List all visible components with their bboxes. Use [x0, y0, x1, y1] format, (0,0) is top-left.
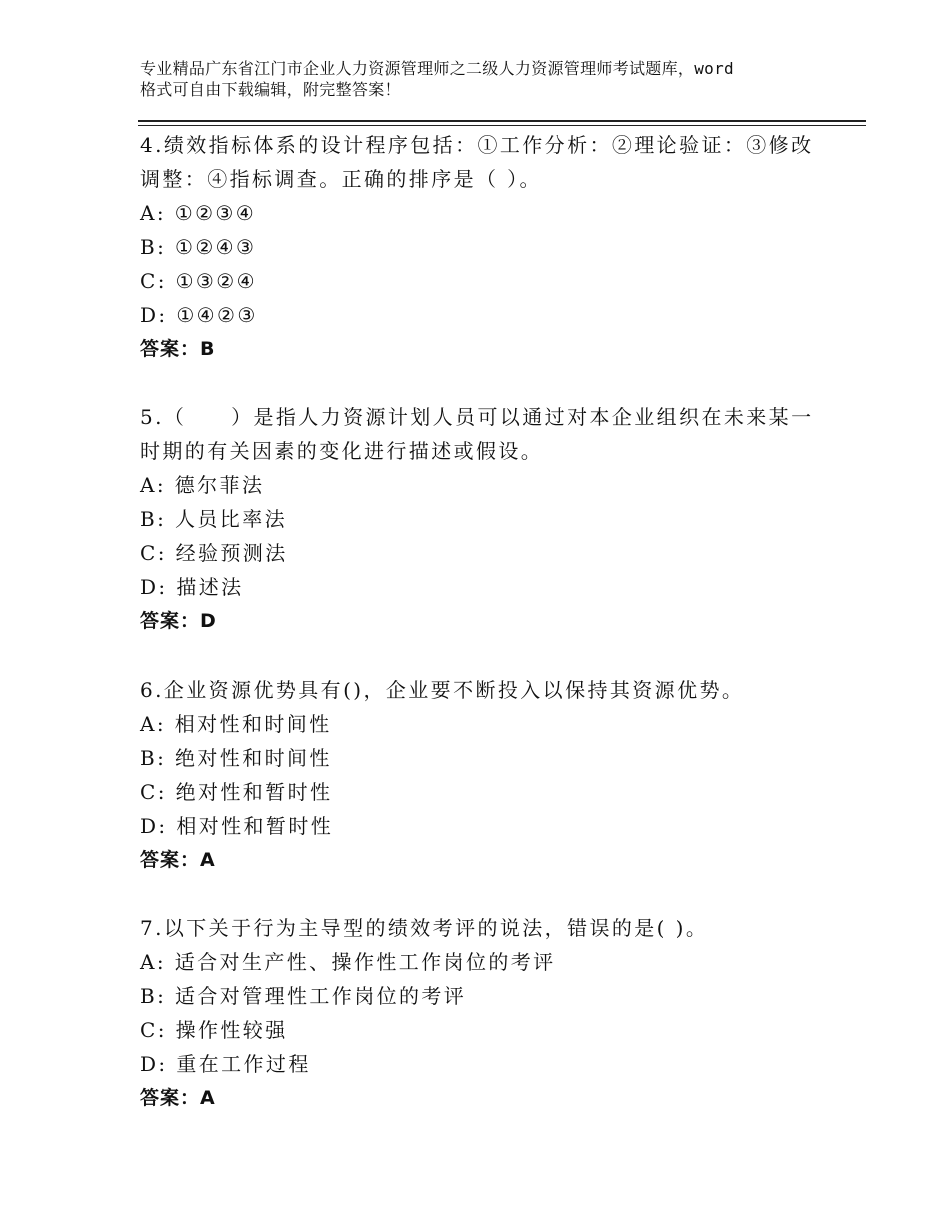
question-5 [140, 400, 820, 638]
question-4 [140, 128, 820, 366]
question-stem: 7.以下关于行为主导型的绩效考评的说法，错误的是( )。 [140, 916, 709, 940]
option-c: C: 经验预测法 [140, 541, 288, 565]
question-stem: 5.（ ）是指人力资源计划人员可以通过对本企业组织在未来某一 [140, 405, 814, 429]
option-a: A: 相对性和时间性 [140, 712, 332, 736]
question-stem-continued: 时期的有关因素的变化进行描述或假设。 [140, 439, 544, 463]
answer-label: 答案：D [140, 610, 217, 632]
header-rule-thick [138, 120, 866, 122]
option-d: D: 描述法 [140, 575, 244, 599]
question-stem-continued: 调整：④指标调查。正确的排序是（ ）。 [140, 167, 542, 191]
option-a: A: ①②③④ [140, 201, 257, 225]
option-a: A: 适合对生产性、操作性工作岗位的考评 [140, 950, 556, 974]
option-b: B: ①②④③ [140, 235, 257, 259]
header-rule-thin [138, 125, 866, 126]
option-b: B: 适合对管理性工作岗位的考评 [140, 984, 467, 1008]
header-line-1: 专业精品广东省江门市企业人力资源管理师之二级人力资源管理师考试题库，word [140, 59, 734, 78]
option-d: D: 相对性和暂时性 [140, 814, 334, 838]
option-c: C: ①③②④ [140, 269, 257, 293]
question-stem: 6.企业资源优势具有()，企业要不断投入以保持其资源优势。 [140, 678, 745, 702]
answer-label: 答案：A [140, 849, 216, 871]
header-line-2: 格式可自由下载编辑，附完整答案！ [140, 80, 401, 99]
option-d: D: 重在工作过程 [140, 1052, 311, 1076]
option-d: D: ①④②③ [140, 303, 258, 327]
option-a: A: 德尔菲法 [140, 473, 265, 497]
option-b: B: 人员比率法 [140, 507, 287, 531]
option-c: C: 操作性较强 [140, 1018, 288, 1042]
document-header [140, 58, 840, 100]
answer-label: 答案：A [140, 1087, 216, 1109]
option-b: B: 绝对性和时间性 [140, 746, 332, 770]
option-c: C: 绝对性和暂时性 [140, 780, 333, 804]
question-stem: 4.绩效指标体系的设计程序包括：①工作分析：②理论验证：③修改 [140, 133, 814, 157]
question-7 [140, 911, 820, 1115]
answer-label: 答案：B [140, 338, 216, 360]
question-6 [140, 673, 820, 877]
